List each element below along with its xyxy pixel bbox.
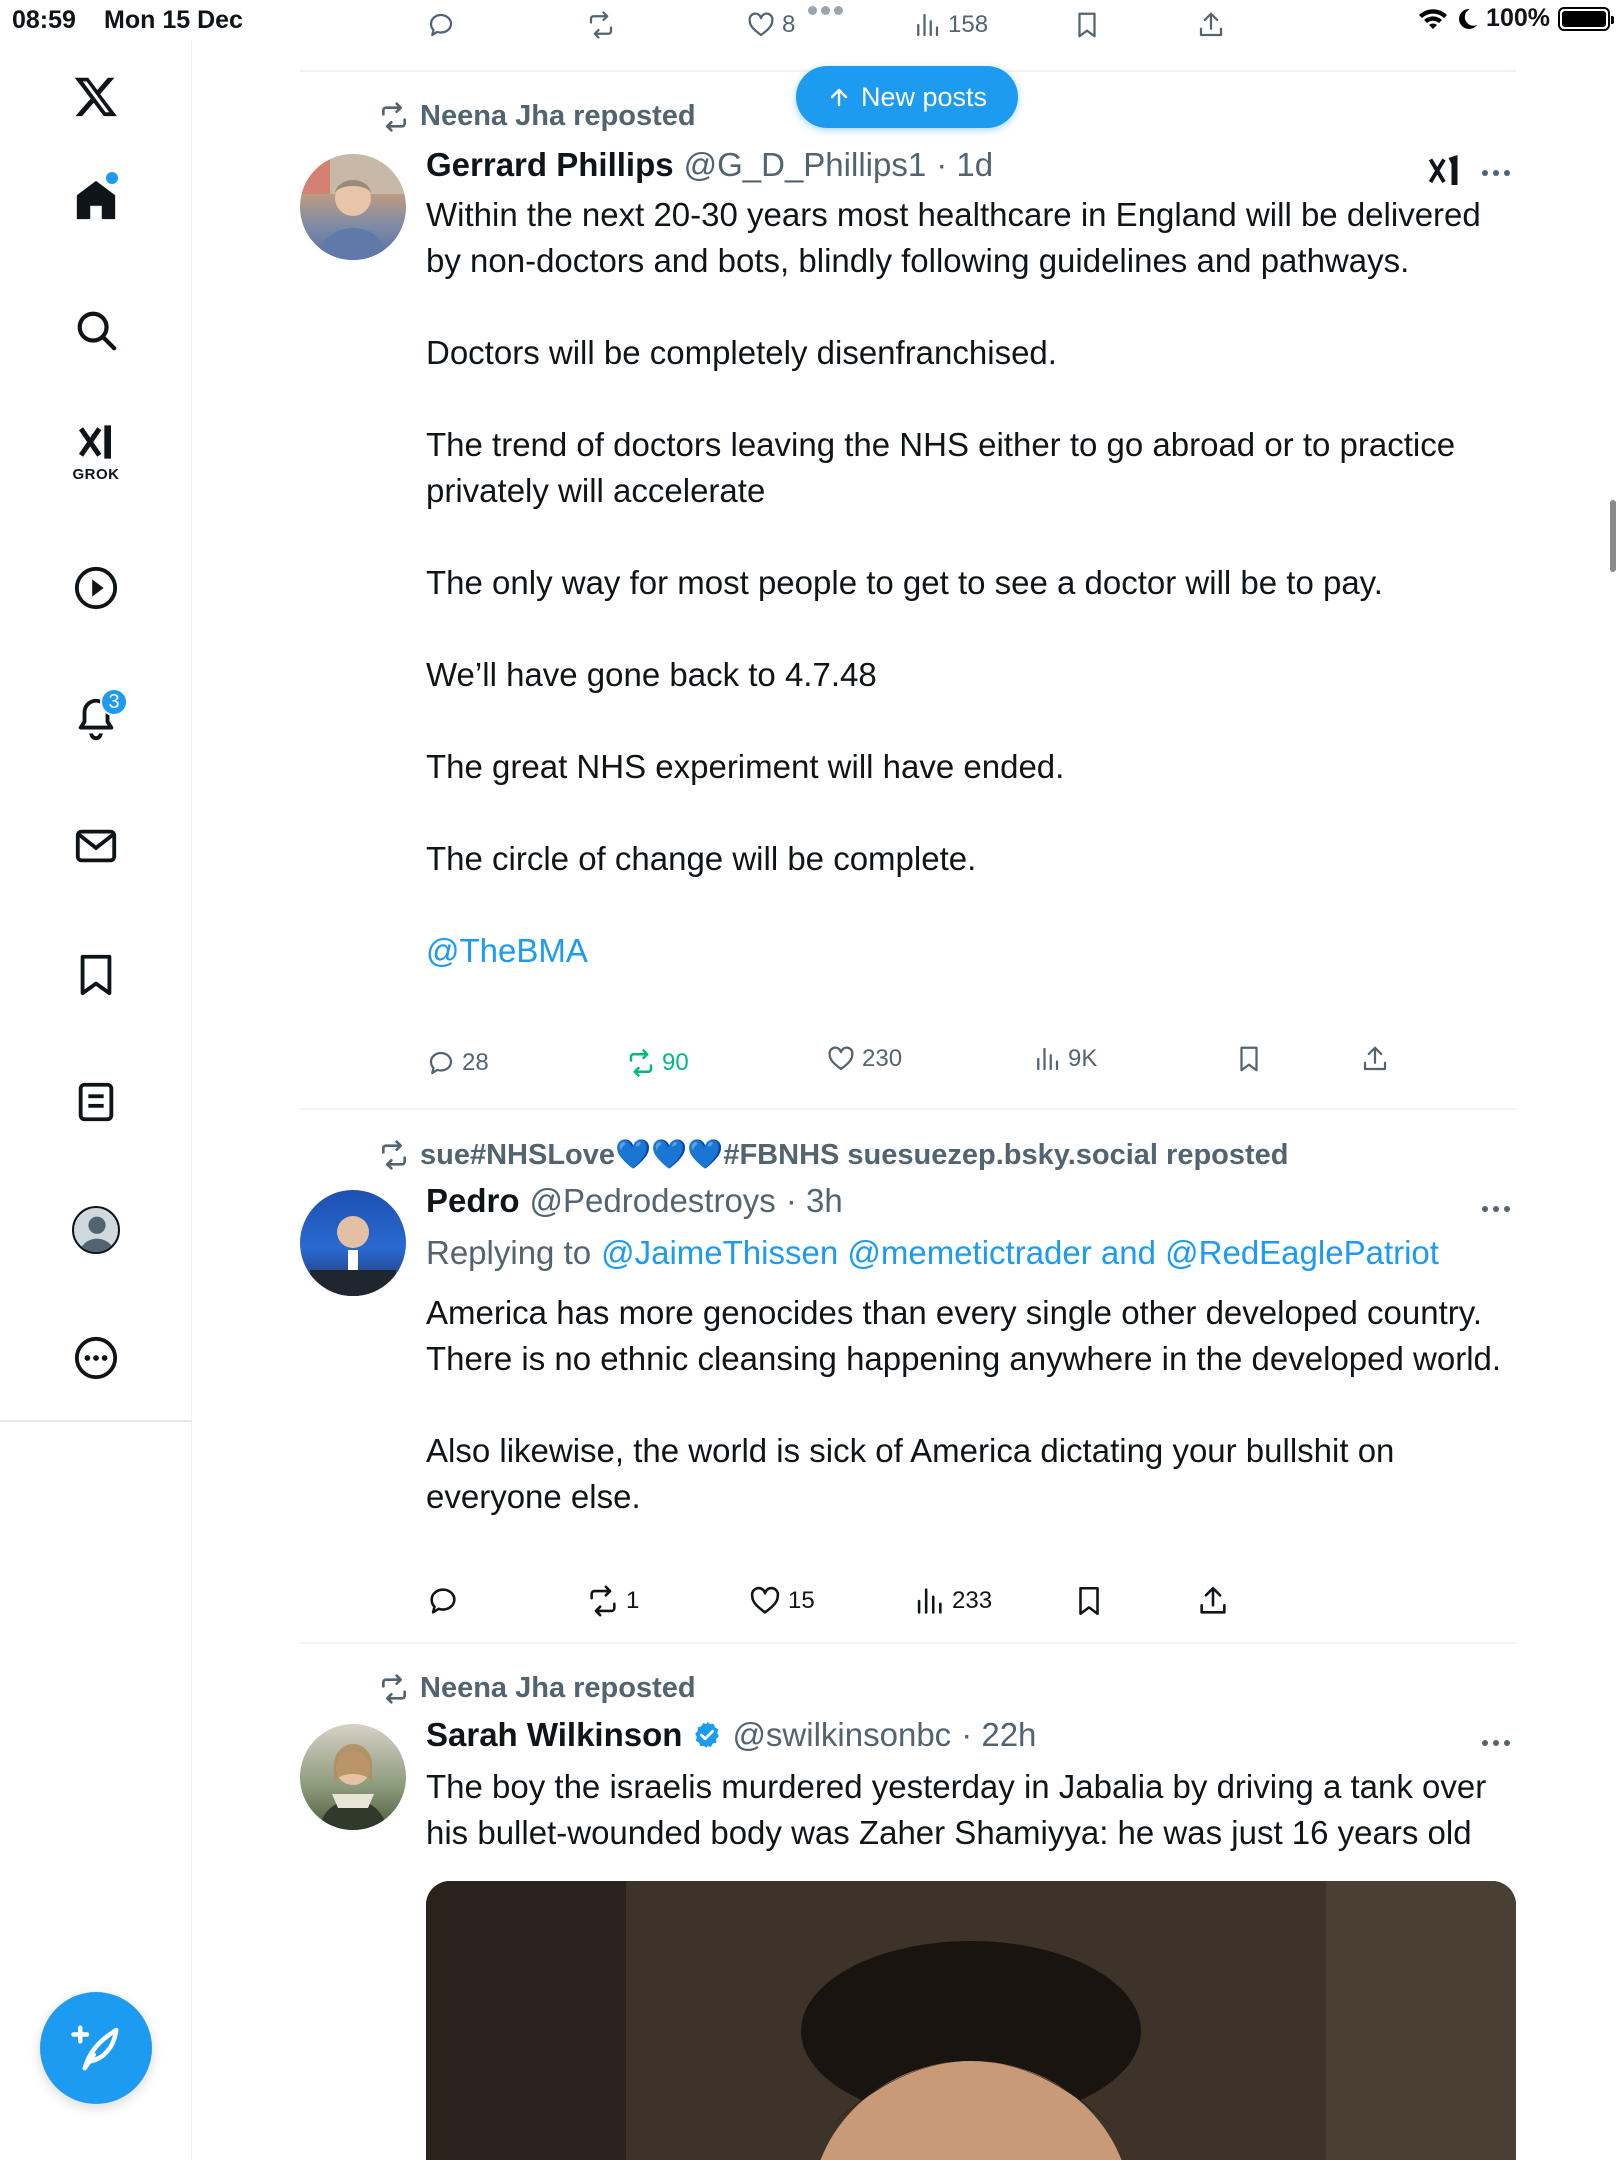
avatar[interactable] xyxy=(300,1724,406,1830)
repost-indicator xyxy=(378,1138,1289,1172)
heart-icon xyxy=(826,1044,856,1074)
nav-lists[interactable] xyxy=(66,1072,126,1132)
paragraph: Also likewise, the world is sick of America dictating your bullshit on everyone else. xyxy=(426,1432,1395,1515)
post-media-image[interactable] xyxy=(426,1881,1516,2160)
share-icon xyxy=(1196,1584,1230,1618)
status-date: Mon 15 Dec xyxy=(104,6,243,34)
replying-to-users[interactable]: @JaimeThissen @memetictrader and @RedEaglePatriot xyxy=(601,1234,1439,1271)
new-posts-label: New posts xyxy=(860,81,988,112)
new-posts-button[interactable] xyxy=(796,66,1018,128)
notifications-badge: 3 xyxy=(100,688,128,716)
post-divider xyxy=(300,1642,1516,1644)
like-button[interactable] xyxy=(826,1044,902,1074)
paragraph: Within the next 20-30 years most healthcare in England will be delivered by non-doctors and bots, blindly following guidelines and pathways. xyxy=(426,196,1481,279)
reply-icon xyxy=(426,1584,460,1618)
reply-icon xyxy=(426,1048,456,1078)
paragraph: The great NHS experiment will have ended. xyxy=(426,748,1065,785)
views-count: 233 xyxy=(952,1587,993,1614)
bookmark-icon xyxy=(1234,1044,1264,1074)
post-header xyxy=(426,1182,843,1220)
like-count: 230 xyxy=(862,1045,903,1072)
repost-count: 90 xyxy=(662,1049,689,1076)
paragraph: The circle of change will be complete. xyxy=(426,840,977,877)
x-logo-button[interactable] xyxy=(66,66,126,126)
timeline-feed xyxy=(300,0,1516,2160)
views-count: 158 xyxy=(948,11,989,38)
repost-by: sue#NHSLove💙💙💙#FBNHS suesuezep.bsky.social reposted xyxy=(420,1139,1289,1171)
reply-button[interactable] xyxy=(426,10,456,40)
nav-more[interactable] xyxy=(66,1328,126,1388)
repost-icon xyxy=(626,1048,656,1078)
grok-icon[interactable] xyxy=(1426,152,1462,188)
sidebar xyxy=(0,40,192,2160)
post-time[interactable]: · 22h xyxy=(961,1716,1037,1753)
reply-icon xyxy=(426,10,456,40)
x-logo-icon xyxy=(73,73,119,119)
bookmark-icon xyxy=(1072,1584,1106,1618)
post-text xyxy=(426,1290,1516,1520)
status-time: 08:59 xyxy=(12,6,76,34)
bookmark-icon xyxy=(1072,10,1102,40)
post-text xyxy=(426,192,1516,974)
repost-indicator xyxy=(378,100,696,133)
views-chart-icon xyxy=(912,10,942,40)
nav-profile[interactable] xyxy=(66,1200,126,1260)
post-header xyxy=(426,1716,1036,1754)
home-unread-dot xyxy=(106,172,118,184)
video-icon xyxy=(73,565,119,611)
repost-by: Neena Jha reposted xyxy=(420,1672,696,1704)
lists-icon xyxy=(73,1079,119,1125)
post-actions xyxy=(426,1042,1426,1082)
views-count: 9K xyxy=(1068,1045,1098,1072)
like-button[interactable] xyxy=(746,10,795,40)
paragraph: The only way for most people to get to see a doctor will be to pay. xyxy=(426,564,1383,601)
battery-percent: 100% xyxy=(1486,4,1550,32)
paragraph: Doctors will be completely disenfranchised. xyxy=(426,334,1057,371)
paragraph: The trend of doctors leaving the NHS either to go abroad or to practice privately will accelerate xyxy=(426,426,1456,509)
views-chart-icon xyxy=(912,1584,946,1618)
profile-icon xyxy=(72,1206,120,1254)
post-more-button[interactable] xyxy=(1476,1194,1516,1224)
post-more-button[interactable] xyxy=(1476,158,1516,188)
bookmark-icon xyxy=(73,951,119,997)
nav-home[interactable] xyxy=(66,170,126,230)
replying-to xyxy=(426,1234,1439,1272)
paragraph: We’ll have gone back to 4.7.48 xyxy=(426,656,877,693)
like-button[interactable] xyxy=(748,1584,815,1618)
reply-button[interactable] xyxy=(426,1584,460,1618)
repost-button[interactable] xyxy=(586,10,616,40)
post-actions xyxy=(426,1584,1426,1624)
repost-indicator xyxy=(378,1672,696,1705)
views-button[interactable] xyxy=(1032,1044,1097,1074)
avatar[interactable] xyxy=(300,1190,406,1296)
reply-count: 28 xyxy=(462,1049,489,1076)
repost-by: Neena Jha reposted xyxy=(420,100,696,132)
author-handle[interactable]: @G_D_Phillips1 xyxy=(683,146,927,183)
nav-video[interactable] xyxy=(66,558,126,618)
share-icon xyxy=(1360,1044,1390,1074)
repost-icon xyxy=(378,1139,410,1171)
like-count: 8 xyxy=(782,11,796,38)
post-header xyxy=(426,146,993,184)
paragraph: America has more genocides than every single other developed country. There is no ethnic cleansing happening anywhere in the developed world. xyxy=(426,1294,1502,1377)
nav-grok[interactable] xyxy=(66,420,126,483)
share-button[interactable] xyxy=(1196,10,1226,40)
paragraph: The boy the israelis murdered yesterday in Jabalia by driving a tank over his bullet-wounded body was Zaher Shamiyya: he was just 16 years old xyxy=(426,1768,1487,1851)
repost-icon xyxy=(586,10,616,40)
nav-notifications[interactable] xyxy=(66,688,126,748)
author-name[interactable]: Sarah Wilkinson xyxy=(426,1716,683,1753)
repost-count: 1 xyxy=(626,1587,640,1614)
scrollbar-thumb[interactable] xyxy=(1610,500,1616,572)
grok-label: GROK xyxy=(72,466,120,483)
views-chart-icon xyxy=(1032,1044,1062,1074)
mail-icon xyxy=(73,823,119,869)
verified-badge-icon xyxy=(692,1720,722,1750)
share-icon xyxy=(1196,10,1226,40)
post-more-button[interactable] xyxy=(1476,1728,1516,1758)
repost-icon xyxy=(586,1584,620,1618)
replying-prefix: Replying to xyxy=(426,1234,592,1271)
nav-bookmarks[interactable] xyxy=(66,944,126,1004)
share-button[interactable] xyxy=(1196,1584,1230,1618)
grok-icon xyxy=(76,422,116,462)
post-time[interactable]: · 1d xyxy=(936,146,994,183)
repost-icon xyxy=(378,1673,410,1705)
post-time[interactable]: · 3h xyxy=(785,1182,843,1219)
share-button[interactable] xyxy=(1360,1044,1390,1074)
battery-icon xyxy=(1558,7,1610,31)
post-text xyxy=(426,1764,1516,1856)
compose-button[interactable] xyxy=(40,1992,152,2104)
prev-post-actions xyxy=(300,8,1516,48)
repost-button[interactable] xyxy=(626,1048,689,1078)
bookmark-button[interactable] xyxy=(1234,1044,1264,1074)
author-name[interactable]: Gerrard Phillips xyxy=(426,146,674,183)
repost-icon xyxy=(378,101,410,133)
drag-handle-dots xyxy=(808,6,843,15)
author-name[interactable]: Pedro xyxy=(426,1182,520,1219)
sidebar-divider xyxy=(0,1420,192,1422)
more-icon xyxy=(73,1335,119,1381)
bookmark-button[interactable] xyxy=(1072,10,1102,40)
author-handle[interactable]: @Pedrodestroys xyxy=(529,1182,776,1219)
avatar[interactable] xyxy=(300,154,406,260)
post-divider xyxy=(300,1108,1516,1110)
bookmark-button[interactable] xyxy=(1072,1584,1106,1618)
search-icon xyxy=(73,307,119,353)
compose-feather-icon xyxy=(69,2021,123,2075)
nav-messages[interactable] xyxy=(66,816,126,876)
views-button[interactable] xyxy=(912,1584,992,1618)
views-button[interactable] xyxy=(912,10,988,40)
arrow-up-icon xyxy=(827,85,851,109)
nav-search[interactable] xyxy=(66,300,126,360)
like-count: 15 xyxy=(788,1587,815,1614)
mention-link[interactable]: @TheBMA xyxy=(426,932,588,969)
author-handle[interactable]: @swilkinsonbc xyxy=(732,1716,952,1753)
repost-button[interactable] xyxy=(586,1584,639,1618)
heart-icon xyxy=(748,1584,782,1618)
reply-button[interactable] xyxy=(426,1048,489,1078)
heart-icon xyxy=(746,10,776,40)
